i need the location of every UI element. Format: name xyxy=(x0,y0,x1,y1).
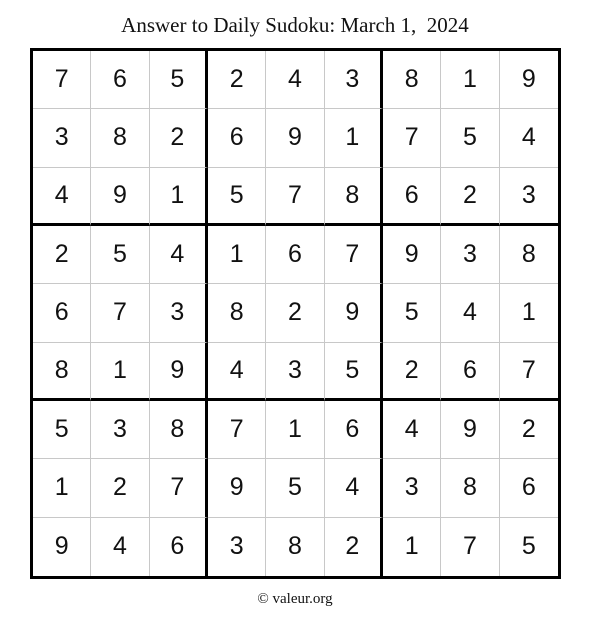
sudoku-cell: 7 xyxy=(33,51,91,109)
sudoku-cell: 3 xyxy=(441,226,499,284)
sudoku-cell: 3 xyxy=(91,401,149,459)
sudoku-cell: 4 xyxy=(33,168,91,226)
sudoku-cell: 6 xyxy=(441,343,499,401)
sudoku-cell: 4 xyxy=(441,284,499,342)
sudoku-cell: 5 xyxy=(208,168,266,226)
sudoku-cell: 1 xyxy=(325,109,383,167)
sudoku-cell: 2 xyxy=(150,109,208,167)
sudoku-cell: 8 xyxy=(150,401,208,459)
sudoku-cell: 9 xyxy=(500,51,558,109)
sudoku-cell: 9 xyxy=(91,168,149,226)
sudoku-cell: 8 xyxy=(33,343,91,401)
sudoku-cell: 6 xyxy=(325,401,383,459)
sudoku-cell: 4 xyxy=(91,518,149,576)
sudoku-cell: 5 xyxy=(521,532,536,561)
sudoku-cell: 6 xyxy=(91,51,149,109)
sudoku-cell: 3 xyxy=(208,518,266,576)
sudoku-cell: 8 xyxy=(266,518,324,576)
sudoku-cell: 3 xyxy=(325,51,383,109)
sudoku-cell: 8 xyxy=(500,226,558,284)
sudoku-cell: 1 xyxy=(500,284,558,342)
sudoku-cell: 9 xyxy=(150,343,208,401)
sudoku-cell: 9 xyxy=(325,284,383,342)
sudoku-cell: 1 xyxy=(150,168,208,226)
sudoku-cell: 6 xyxy=(383,168,441,226)
sudoku-cell: 7 xyxy=(500,343,558,401)
sudoku-cell: 2 xyxy=(266,284,324,342)
sudoku-cell: 4 xyxy=(383,401,441,459)
sudoku-cell: 2 xyxy=(500,401,558,459)
sudoku-cell: 9 xyxy=(383,226,441,284)
sudoku-cell: 4 xyxy=(208,343,266,401)
sudoku-cell: 3 xyxy=(33,109,91,167)
sudoku-cell: 2 xyxy=(91,459,149,517)
sudoku-cell: 9 xyxy=(441,401,499,459)
sudoku-cell: 3 xyxy=(383,459,441,517)
sudoku-cell: 3 xyxy=(266,343,324,401)
sudoku-cell: 7 xyxy=(150,459,208,517)
sudoku-cell: 8 xyxy=(383,51,441,109)
sudoku-cell: 4 xyxy=(266,51,324,109)
sudoku-cell: 5 xyxy=(441,109,499,167)
sudoku-cell: 4 xyxy=(150,226,208,284)
page-title: Answer to Daily Sudoku: March 1, 2024 xyxy=(121,13,469,37)
sudoku-cell: 2 xyxy=(208,51,266,109)
sudoku-cell: 2 xyxy=(33,226,91,284)
sudoku-cell: 6 xyxy=(208,109,266,167)
sudoku-cell: 7 xyxy=(266,168,324,226)
sudoku-cell: 6 xyxy=(500,459,558,517)
sudoku-cell: 5 xyxy=(383,284,441,342)
sudoku-cell: 2 xyxy=(325,518,383,576)
sudoku-cell: 1 xyxy=(266,401,324,459)
sudoku-cell: 7 xyxy=(441,518,499,576)
sudoku-cell: 3 xyxy=(150,284,208,342)
sudoku-cell: 7 xyxy=(325,226,383,284)
sudoku-cell: 9 xyxy=(208,459,266,517)
sudoku-cell: 1 xyxy=(208,226,266,284)
sudoku-cell: 8 xyxy=(441,459,499,517)
sudoku-cell: 6 xyxy=(266,226,324,284)
sudoku-cell: 1 xyxy=(441,51,499,109)
sudoku-board xyxy=(30,48,561,579)
sudoku-cell: 9 xyxy=(33,518,91,576)
sudoku-cell: 9 xyxy=(266,109,324,167)
sudoku-cell: 5 xyxy=(33,401,91,459)
copyright-footer: © valeur.org xyxy=(257,591,333,607)
sudoku-cell: 5 xyxy=(266,459,324,517)
sudoku-cell: 4 xyxy=(500,109,558,167)
sudoku-cell: 3 xyxy=(500,168,558,226)
sudoku-cell: 7 xyxy=(383,109,441,167)
sudoku-cell: 1 xyxy=(33,459,91,517)
sudoku-cell: 8 xyxy=(91,109,149,167)
sudoku-cell: 6 xyxy=(150,518,208,576)
sudoku-cell: 6 xyxy=(33,284,91,342)
sudoku-cell: 5 xyxy=(325,343,383,401)
sudoku-cell: 8 xyxy=(325,168,383,226)
sudoku-cell: 2 xyxy=(441,168,499,226)
sudoku-cell: 1 xyxy=(91,343,149,401)
sudoku-cell: 5 xyxy=(150,51,208,109)
sudoku-cell: 8 xyxy=(208,284,266,342)
sudoku-cell: 1 xyxy=(383,518,441,576)
sudoku-cell: 2 xyxy=(383,343,441,401)
sudoku-cell: 7 xyxy=(208,401,266,459)
sudoku-cell: 4 xyxy=(325,459,383,517)
sudoku-cell: 7 xyxy=(91,284,149,342)
sudoku-cell: 5 xyxy=(91,226,149,284)
